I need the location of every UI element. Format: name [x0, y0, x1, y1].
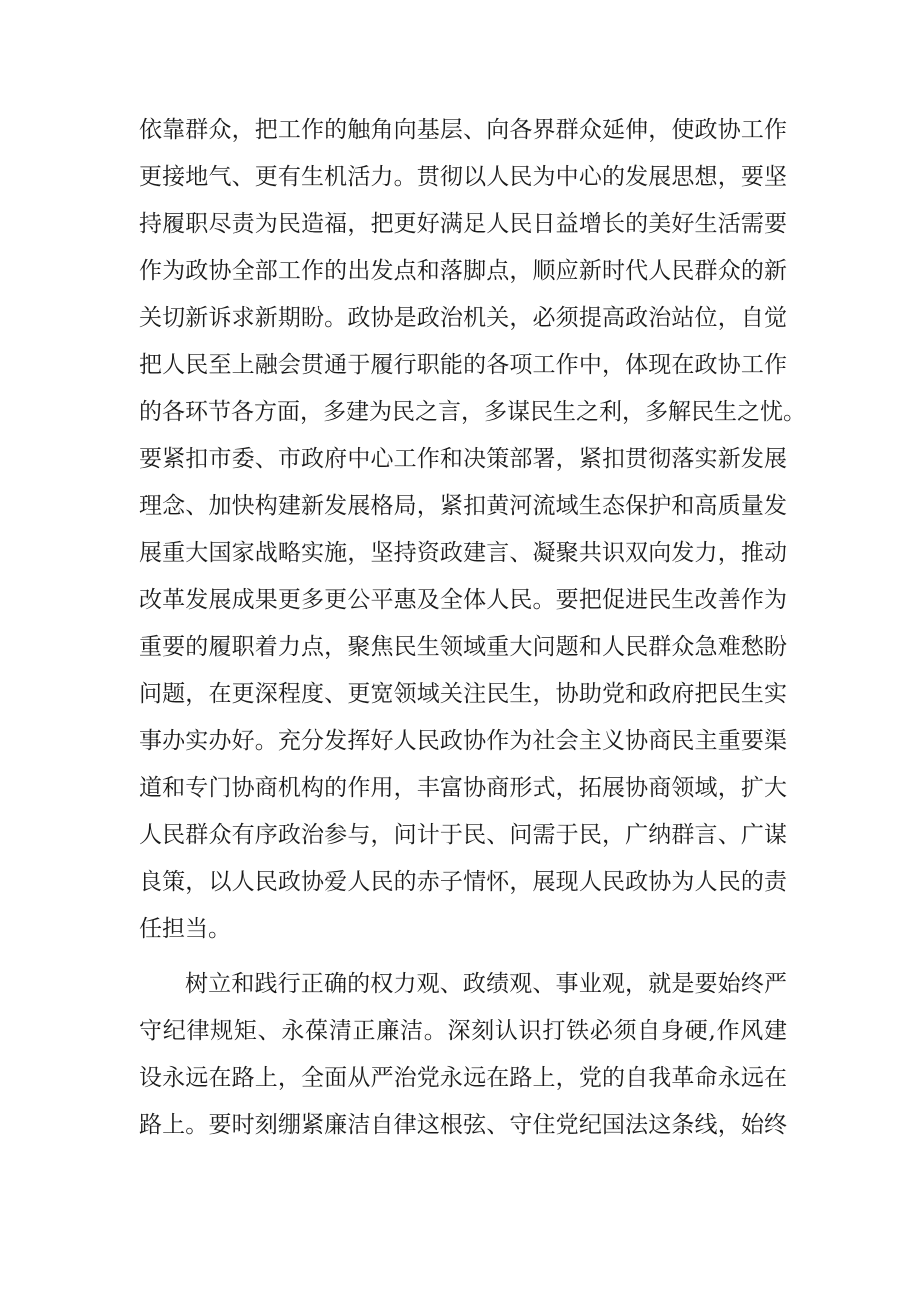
text-line: 把人民至上融会贯通于履行职能的各项工作中，体现在政协工作	[139, 352, 787, 378]
text-line: 重要的履职着力点，聚焦民生领域重大问题和人民群众急难愁盼	[139, 634, 787, 660]
text-line: 树立和践行正确的权力观、政绩观、事业观，就是要始终严	[185, 971, 787, 997]
text-line: 持履职尽责为民造福，把更好满足人民日益增长的美好生活需要	[139, 211, 787, 237]
paragraph-1	[139, 107, 806, 953]
text-line: 设永远在路上，全面从严治党永远在路上，党的自我革命永远在	[139, 1065, 787, 1091]
text-line: 关切新诉求新期盼。政协是政治机关，必须提高政治站位，自觉	[139, 305, 787, 331]
text-line: 更接地气、更有生机活力。贯彻以人民为中心的发展思想，要坚	[139, 164, 787, 190]
text-line: 守纪律规矩、永葆清正廉洁。深刻认识打铁必须自身硬,作风建	[139, 1018, 787, 1044]
text-line: 改革发展成果更多更公平惠及全体人民。要把促进民生改善作为	[139, 587, 787, 613]
paragraph-2	[139, 961, 787, 1149]
text-line: 依靠群众，把工作的触角向基层、向各界群众延伸，使政协工作	[139, 117, 787, 143]
text-line: 良策，以人民政协爱人民的赤子情怀，展现人民政协为人民的责	[139, 869, 787, 895]
text-line: 人民群众有序政治参与，问计于民、问需于民，广纳群言、广谋	[139, 822, 787, 848]
text-line: 道和专门协商机构的作用，丰富协商形式，拓展协商领域，扩大	[139, 775, 787, 801]
text-line: 要紧扣市委、市政府中心工作和决策部署，紧扣贯彻落实新发展	[139, 446, 787, 472]
text-line: 作为政协全部工作的出发点和落脚点，顺应新时代人民群众的新	[139, 258, 787, 284]
text-line: 的各环节各方面，多建为民之言，多谋民生之利，多解民生之忧。	[139, 399, 806, 425]
text-line: 展重大国家战略实施，坚持资政建言、凝聚共识双向发力，推动	[139, 540, 787, 566]
text-line: 任担当。	[139, 916, 231, 942]
text-line: 问题，在更深程度、更宽领域关注民生，协助党和政府把民生实	[139, 681, 787, 707]
text-line: 理念、加快构建新发展格局，紧扣黄河流域生态保护和高质量发	[139, 493, 787, 519]
text-line: 事办实办好。充分发挥好人民政协作为社会主义协商民主重要渠	[139, 728, 787, 754]
body-text	[139, 107, 806, 1149]
paragraph-gap	[139, 953, 787, 961]
text-line: 路上。要时刻绷紧廉洁自律这根弦、守住党纪国法这条线，始终	[139, 1112, 787, 1138]
